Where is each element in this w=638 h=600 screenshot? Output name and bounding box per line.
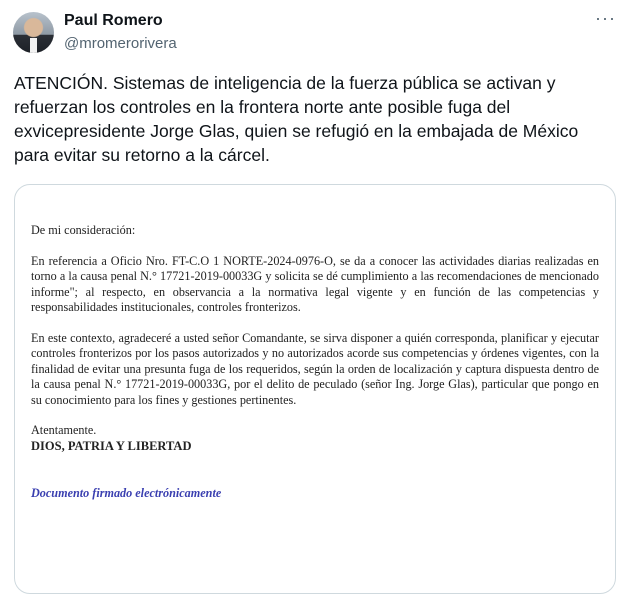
- document-paragraph-2: En este contexto, agradeceré a usted señor Comandante, se sirva disponer a quién corresponda, planificar y ejecutar controles fronterizos por los pasos autorizados y no autorizados acorde sus competencias y órdenes vigentes, con la finalidad de evitar una presunta fuga de los requeridos, según la orden de localización y captura dispuesta dentro de la causa penal N.° 17721-2019-00033G, por el delito de peculado (señor Ing. Jorge Glas), particular que pongo en su conocimiento para los fines y gestiones pertinentes.: [31, 330, 599, 407]
- tweet-text: ATENCIÓN. Sistemas de inteligencia de la fuerza pública se activan y refuerzan los controles en la frontera norte ante posible fuga del exvicepresidente Jorge Glas, quien se refugió en la embajada de México para evitar su retorno a la cárcel.: [14, 73, 579, 165]
- avatar-shirt: [30, 38, 37, 53]
- document-paragraph-1: En referencia a Oficio Nro. FT-C.O 1 NORTE-2024-0976-O, se da a conocer las actividades diarias realizadas en torno a la causa penal N.° 17721-2019-00033G y solicita se dé cumplimiento a las recomendaciones de mencionado informe"; al respecto, en observancia a la normativa legal vigente y en función de las competencias y responsabilidades institucionales, controles fronterizos.: [31, 253, 599, 314]
- document-greeting: De mi consideración:: [31, 223, 136, 237]
- author-name[interactable]: Paul Romero: [64, 12, 163, 29]
- attached-document-image[interactable]: [14, 184, 616, 594]
- document-motto: DIOS, PATRIA Y LIBERTAD: [31, 438, 192, 453]
- document-signature-note: Documento firmado electrónicamente: [31, 486, 222, 500]
- document-closing: Atentamente.: [31, 423, 97, 437]
- author-handle[interactable]: @mromerorivera: [64, 35, 177, 52]
- document-content: [31, 223, 599, 502]
- author-avatar[interactable]: [13, 12, 54, 53]
- more-options-icon[interactable]: ···: [595, 8, 616, 28]
